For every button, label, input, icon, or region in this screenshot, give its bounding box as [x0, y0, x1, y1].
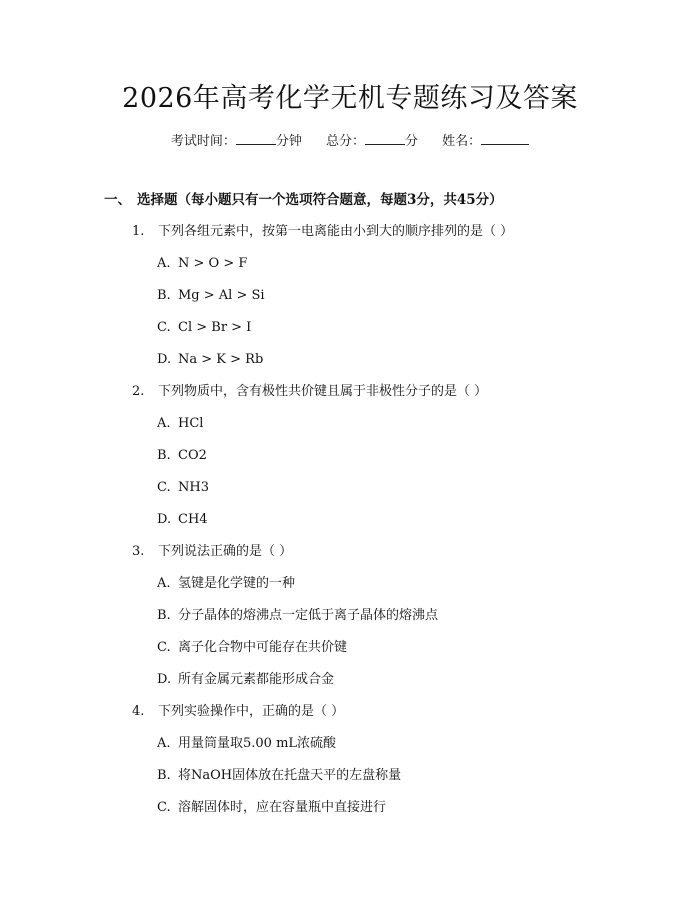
option-text: 离子化合物中可能存在共价键 [178, 640, 348, 655]
question-number: 4. [132, 704, 145, 719]
option-text: 用量筒量取5.00 mL浓硫酸 [178, 736, 337, 751]
question [132, 702, 344, 722]
option-text: Na > K > Rb [178, 352, 264, 367]
answer-option [157, 414, 203, 434]
question [132, 382, 487, 402]
option-label: B. [157, 768, 171, 783]
question-number: 2. [132, 384, 145, 399]
answer-option [157, 670, 334, 690]
answer-option [157, 510, 208, 530]
total-score-field [326, 130, 418, 152]
answer-option [157, 638, 347, 658]
exam-time-field [171, 130, 302, 152]
option-text: 将NaOH固体放在托盘天平的左盘称量 [178, 768, 402, 783]
answer-option [157, 286, 265, 306]
option-text: 所有金属元素都能形成合金 [178, 672, 335, 687]
question-text: 下列实验操作中，正确的是（ ） [158, 704, 345, 719]
question [132, 222, 513, 242]
option-label: C. [157, 640, 171, 655]
option-label: D. [157, 512, 172, 527]
option-label: B. [157, 448, 171, 463]
option-text: HCl [178, 416, 204, 431]
question-text: 下列说法正确的是（ ） [158, 544, 293, 559]
option-text: CH4 [178, 512, 208, 527]
option-text: CO2 [178, 448, 207, 463]
option-text: 分子晶体的熔沸点一定低于离子晶体的熔沸点 [178, 608, 439, 623]
document-title: 2026年高考化学无机专题练习及答案 [122, 83, 578, 114]
option-label: C. [157, 480, 171, 495]
option-text: 氢键是化学键的一种 [178, 576, 296, 591]
answer-option [157, 734, 336, 754]
answer-option [157, 574, 295, 594]
section-title: 选择题（每小题只有一个选项符合题意，每题3分，共45分） [137, 192, 503, 208]
option-label: A. [157, 256, 171, 271]
answer-option [157, 478, 209, 498]
question [132, 542, 292, 562]
answer-option [157, 350, 263, 370]
question-number: 1. [132, 224, 145, 239]
option-label: C. [157, 800, 171, 815]
question-text: 下列物质中，含有极性共价键且属于非极性分子的是（ ） [158, 384, 488, 399]
exam-time-label: 考试时间： [170, 134, 236, 149]
option-text: N > O > F [178, 256, 248, 271]
option-label: A. [157, 576, 171, 591]
section-number: 一、 [104, 192, 131, 208]
answer-option [157, 446, 207, 466]
option-label: D. [157, 352, 172, 367]
option-label: D. [157, 672, 172, 687]
option-label: B. [157, 288, 171, 303]
option-label: A. [157, 736, 171, 751]
answer-option [157, 318, 251, 338]
answer-option [157, 766, 401, 786]
exam-time-blank [236, 130, 276, 145]
option-text: Mg > Al > Si [178, 288, 265, 303]
question-text: 下列各组元素中，按第一电离能由小到大的顺序排列的是（ ） [158, 224, 514, 239]
option-text: 溶解固体时，应在容量瓶中直接进行 [178, 800, 387, 815]
option-label: A. [157, 416, 171, 431]
student-name-field [442, 130, 529, 152]
total-score-blank [365, 130, 405, 145]
exam-time-unit: 分钟 [275, 134, 302, 149]
section-heading [104, 190, 503, 210]
total-score-label: 总分： [325, 134, 365, 149]
option-text: NH3 [178, 480, 209, 495]
total-score-unit: 分 [405, 134, 419, 149]
student-name-blank [481, 130, 529, 145]
option-label: B. [157, 608, 171, 623]
answer-option [157, 254, 247, 274]
answer-option [157, 606, 438, 626]
student-name-label: 姓名： [442, 134, 482, 149]
exam-meta-line [0, 130, 700, 152]
answer-option [157, 798, 386, 818]
option-label: C. [157, 320, 171, 335]
option-text: Cl > Br > I [178, 320, 252, 335]
question-number: 3. [132, 544, 145, 559]
